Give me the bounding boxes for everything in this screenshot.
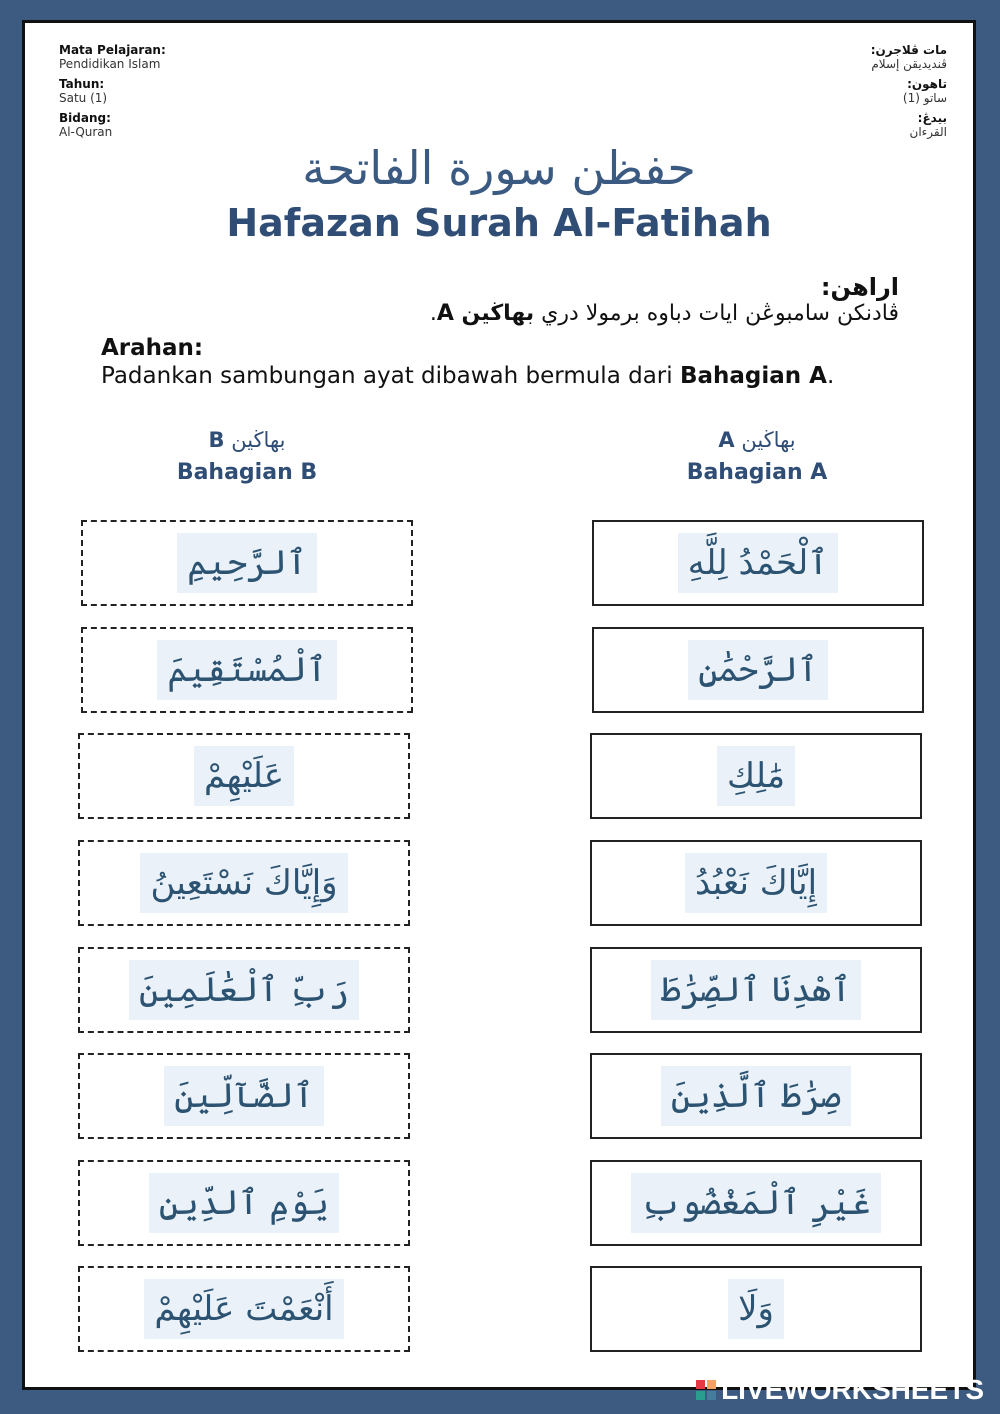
bahagian-b-card-8[interactable] xyxy=(78,1266,410,1352)
bahagian-a-card-3[interactable] xyxy=(590,733,922,819)
bahagian-b-card-4[interactable] xyxy=(78,840,410,926)
bahagian-b-phrase: أَنْعَمْتَ عَلَيْهِمْ xyxy=(144,1279,343,1339)
bahagian-a-card-7[interactable] xyxy=(590,1160,922,1246)
subject-value: Pendidikan Islam xyxy=(59,57,161,71)
bahagian-a-card-8[interactable] xyxy=(590,1266,922,1352)
subject-label-jawi: مات ڤلاجرن: xyxy=(870,43,947,57)
instruction-jawi-label: اراهن: xyxy=(820,273,899,301)
bahagian-b-card-1[interactable] xyxy=(81,520,413,606)
year-label: Tahun: xyxy=(59,77,105,91)
instruction-english-text xyxy=(101,363,834,389)
instruction-jawi-text xyxy=(430,301,899,326)
bahagian-a-phrase: وَلَا xyxy=(728,1279,784,1339)
logo-square xyxy=(707,1391,716,1400)
title-arabic: حفظن سورة الفاتحة xyxy=(302,141,696,195)
bahagian-b-phrase: يَوْمِ ٱلدِّينِ xyxy=(149,1173,339,1233)
bahagian-a-card-1[interactable] xyxy=(592,520,924,606)
watermark-text: LIVEWORKSHEETS xyxy=(721,1374,984,1405)
bahagian-a-phrase: إِيَّاكَ نَعْبُدُ xyxy=(685,853,827,913)
title-english: Hafazan Surah Al-Fatihah xyxy=(226,201,772,245)
bahagian-a-card-6[interactable] xyxy=(590,1053,922,1139)
year-label-jawi: تاهون: xyxy=(907,77,947,91)
bahagian-b-card-7[interactable] xyxy=(78,1160,410,1246)
bahagian-b-phrase: ٱلضَّآلِّينَ xyxy=(164,1066,323,1126)
bahagian-a-phrase: غَيْرِ ٱلْمَغْضُوبِ xyxy=(631,1173,881,1233)
liveworksheets-watermark xyxy=(696,1374,984,1406)
bahagian-b-card-6[interactable] xyxy=(78,1053,410,1139)
column-header-a xyxy=(607,428,907,485)
column-a-jawi-word: بهاڬين xyxy=(734,428,796,452)
bahagian-b-phrase: وَإِيَّاكَ نَسْتَعِينُ xyxy=(140,853,347,913)
bahagian-a-phrase: ٱلرَّحْمَٰنِ xyxy=(688,640,828,700)
field-value-jawi: القرءان xyxy=(909,125,947,139)
instruction-jawi xyxy=(430,273,899,326)
instruction-jawi-body: ڤادنكن سامبوڠن ايات دباوه برمولا دري xyxy=(534,301,899,326)
bahagian-b-phrase: رَبِّ ٱلْعَٰلَمِينَ xyxy=(129,960,359,1020)
bahagian-b-card-5[interactable] xyxy=(78,947,410,1033)
logo-square xyxy=(707,1380,716,1389)
year-value-jawi: ساتو (1) xyxy=(902,91,947,105)
worksheet-page xyxy=(22,20,976,1390)
bahagian-a-phrase: ٱلْحَمْدُ لِلَّهِ xyxy=(678,533,838,593)
bahagian-b-phrase: ٱلْمُسْتَقِيمَ xyxy=(157,640,336,700)
subject-label: Mata Pelajaran: xyxy=(59,43,166,57)
column-b-jawi xyxy=(97,428,397,452)
bahagian-a-phrase: صِرَٰطَ ٱلَّذِينَ xyxy=(661,1066,851,1126)
instruction-jawi-end: . xyxy=(429,301,437,326)
bahagian-a-card-2[interactable] xyxy=(592,627,924,713)
liveworksheets-logo-icon xyxy=(696,1380,716,1400)
meta-left xyxy=(59,43,166,145)
field-value: Al-Quran xyxy=(59,125,113,139)
instruction-english-label: Arahan: xyxy=(101,335,204,361)
bahagian-a-phrase: مَٰلِكِ xyxy=(717,746,795,806)
subject-value-jawi: ڤنديديقن إسلام xyxy=(871,57,947,71)
year-value: Satu (1) xyxy=(59,91,108,105)
field-label-jawi: بيدڠ: xyxy=(917,111,947,125)
instruction-english-end: . xyxy=(826,363,835,389)
bahagian-a-card-5[interactable] xyxy=(590,947,922,1033)
column-b-jawi-word: بهاڬين xyxy=(224,428,286,452)
column-a-jawi xyxy=(607,428,907,452)
logo-square xyxy=(696,1391,705,1400)
bahagian-b-card-3[interactable] xyxy=(78,733,410,819)
column-a-letter: A xyxy=(718,428,735,452)
bahagian-a-card-4[interactable] xyxy=(590,840,922,926)
bahagian-b-phrase: عَلَيْهِمْ xyxy=(194,746,294,806)
column-a-english: Bahagian A xyxy=(686,460,828,485)
column-b-letter: B xyxy=(208,428,225,452)
field-label: Bidang: xyxy=(59,111,111,125)
column-b-english: Bahagian B xyxy=(176,460,318,485)
bahagian-a-phrase: ٱهْدِنَا ٱلصِّرَٰطَ xyxy=(651,960,861,1020)
instruction-jawi-bold: بهاڬين A xyxy=(436,301,535,326)
logo-square xyxy=(696,1380,705,1389)
column-header-b xyxy=(97,428,397,485)
instruction-english-body: Padankan sambungan ayat dibawah bermula dari xyxy=(101,363,680,389)
bahagian-b-card-2[interactable] xyxy=(81,627,413,713)
instruction-english-bold: Bahagian A xyxy=(679,363,827,389)
instruction-english xyxy=(101,335,834,389)
meta-right xyxy=(871,43,947,145)
bahagian-b-phrase: ٱلرَّحِيمِ xyxy=(177,533,317,593)
